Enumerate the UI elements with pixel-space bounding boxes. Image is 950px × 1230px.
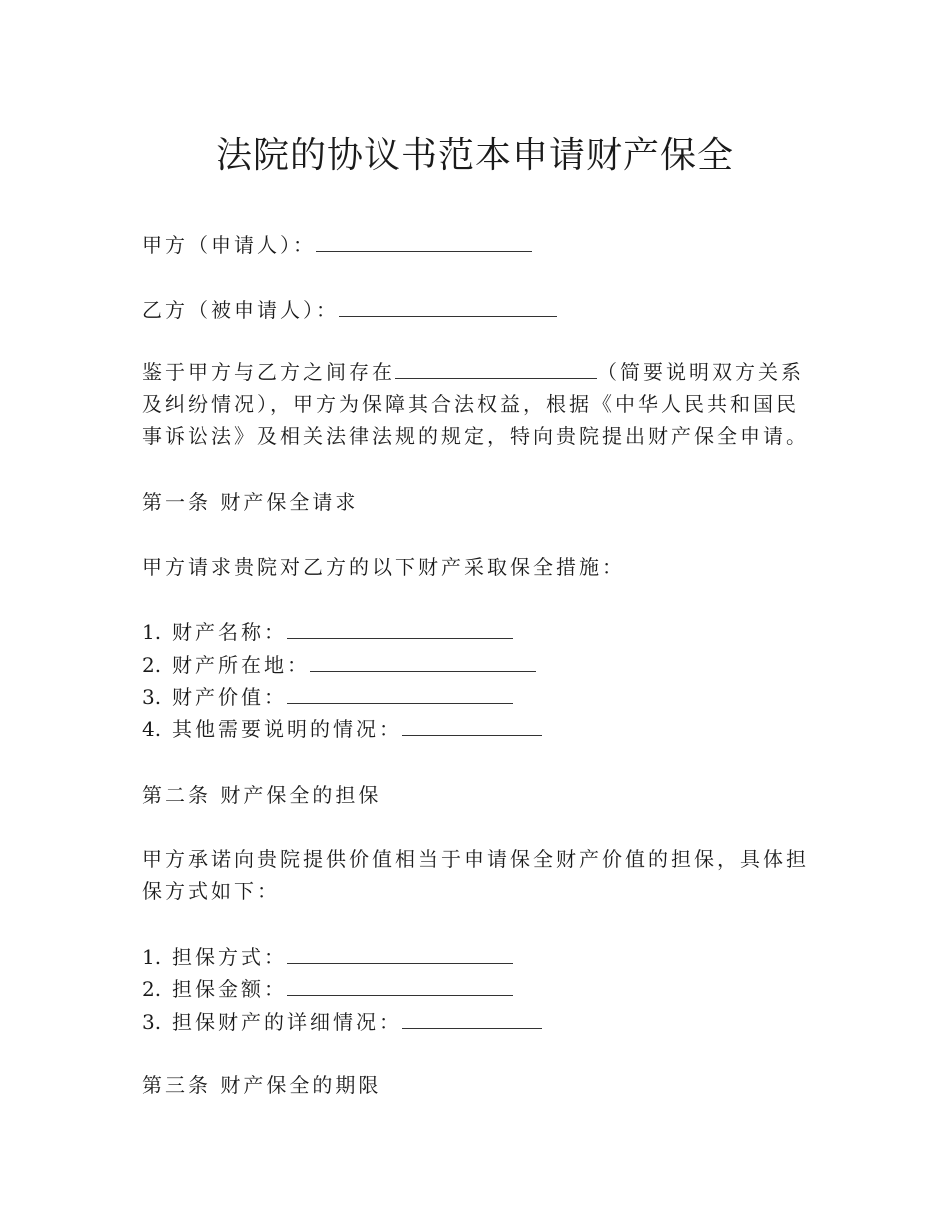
list-item: 3. 担保财产的详细情况：: [142, 1006, 810, 1038]
article-2-text: 甲方承诺向贵院提供价值相当于申请保全财产价值的担保，具体担保方式如下：: [142, 847, 809, 903]
guarantee-details-blank[interactable]: [402, 1006, 542, 1029]
relationship-blank[interactable]: [395, 356, 597, 379]
party-a-blank[interactable]: [316, 229, 532, 252]
list-item: 2. 财产所在地：: [142, 649, 810, 681]
list-item: 1. 财产名称：: [142, 616, 810, 648]
list-item: 3. 财产价值：: [142, 681, 810, 713]
property-value-blank[interactable]: [287, 681, 513, 704]
intro-text-before: 鉴于甲方与乙方之间存在: [142, 360, 395, 384]
intro-text-after: （简要说明双方关系及纠纷情况），甲方为保障其合法权益，根据《中华人民共和国民事诉讼法》及相关法律法规的规定，特向贵院提出财产保全申请。: [142, 360, 809, 448]
party-a-line: [142, 229, 810, 261]
article-2-heading: 第二条 财产保全的担保: [142, 783, 382, 807]
guarantee-method-blank[interactable]: [287, 941, 513, 964]
intro-paragraph: [142, 356, 810, 452]
property-location-blank[interactable]: [310, 649, 536, 672]
guarantee-amount-blank[interactable]: [287, 973, 513, 996]
list-item: 1. 担保方式：: [142, 941, 810, 973]
party-b-blank[interactable]: [339, 294, 557, 317]
other-info-blank[interactable]: [402, 713, 542, 736]
party-b-line: [142, 294, 810, 326]
article-3-heading: 第三条 财产保全的期限: [142, 1073, 382, 1097]
list-item: 4. 其他需要说明的情况：: [142, 713, 810, 745]
article-1-heading: 第一条 财产保全请求: [142, 490, 359, 514]
list-item: 2. 担保金额：: [142, 973, 810, 1005]
property-name-blank[interactable]: [287, 616, 513, 639]
party-b-label: 乙方（被申请人）：: [142, 298, 339, 322]
article-1-text: 甲方请求贵院对乙方的以下财产采取保全措施：: [142, 555, 625, 579]
party-a-label: 甲方（申请人）：: [142, 233, 316, 257]
document-title: 法院的协议书范本申请财产保全: [215, 135, 734, 176]
